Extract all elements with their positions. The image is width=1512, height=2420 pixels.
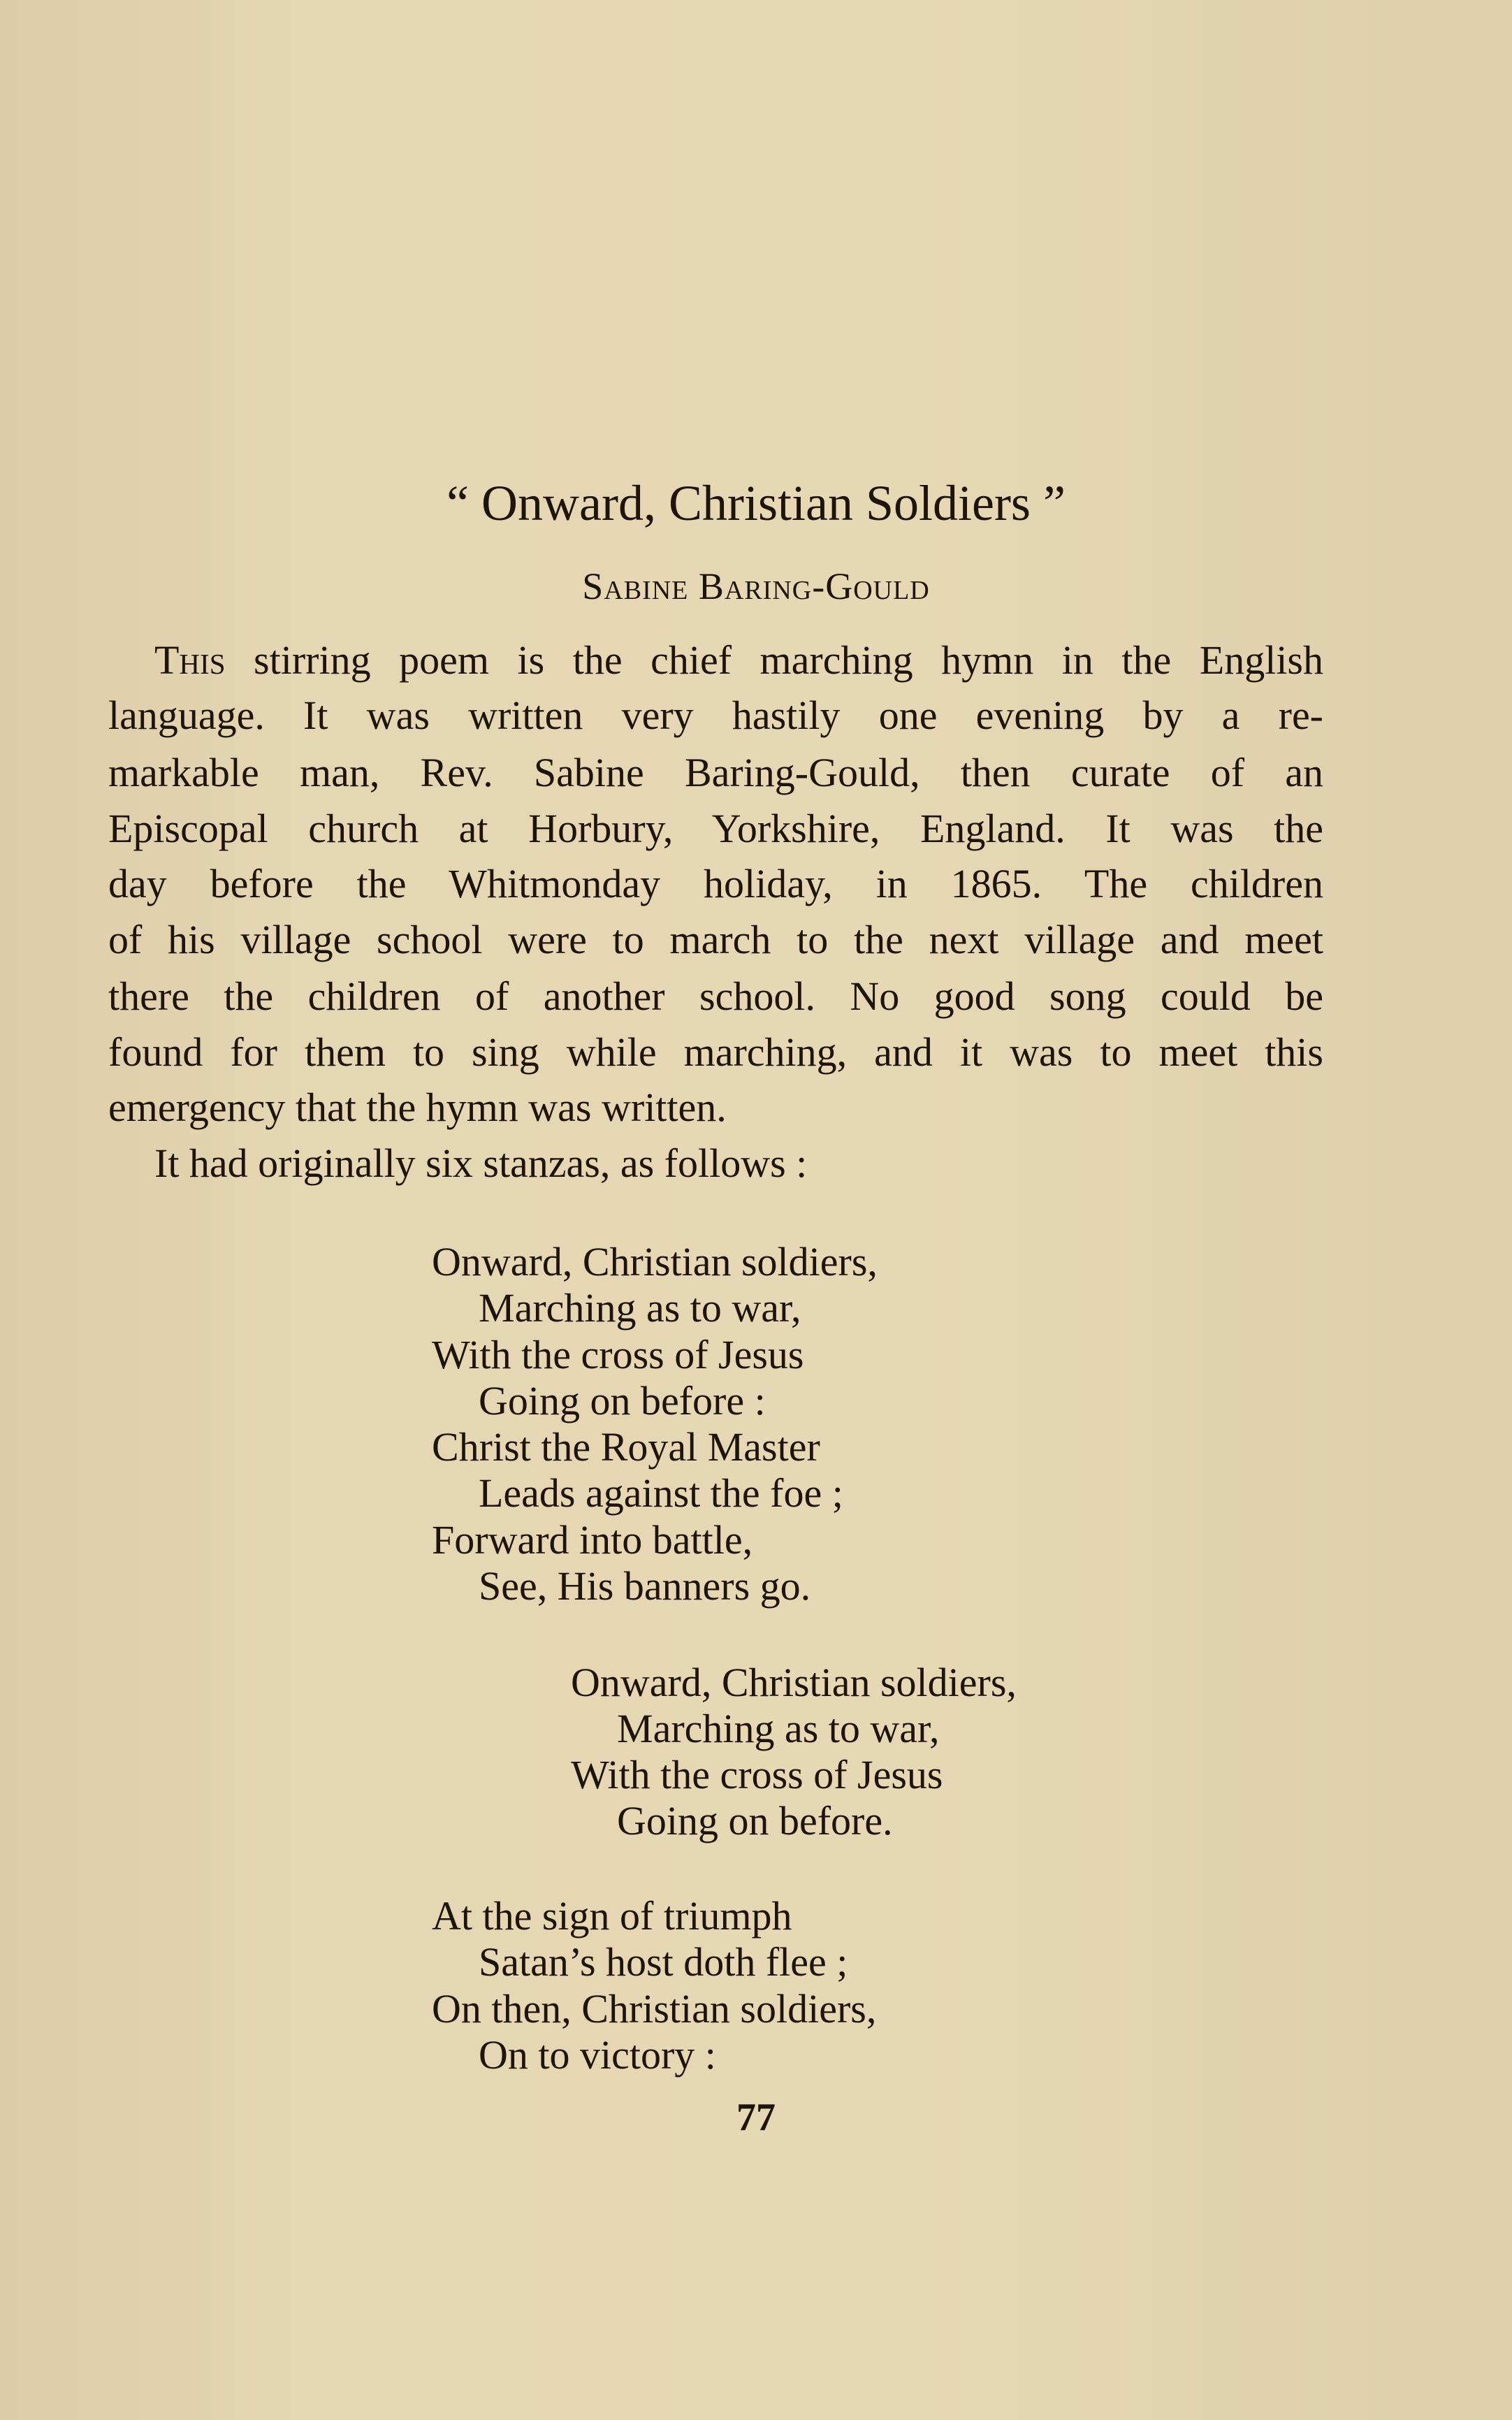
- stanza-2-line: With the cross of Jesus: [571, 1752, 943, 1797]
- stanza-1-line: See, His banners go.: [479, 1563, 811, 1609]
- stanza-3-line: At the sign of triumph: [432, 1893, 792, 1939]
- body-line: there the children of another school. No good song could be: [108, 973, 1323, 1019]
- stanza-3-line: On to victory :: [479, 2032, 716, 2078]
- body-line: emergency that the hymn was written.: [108, 1085, 727, 1130]
- body-line: of his village school were to march to the next village and meet: [108, 917, 1323, 962]
- body-line: It had originally six stanzas, as follows :: [154, 1140, 808, 1186]
- body-line-text: stirring poem is the chief marching hymn in the English: [225, 637, 1323, 683]
- author-name: Sabine Baring-Gould: [582, 565, 930, 607]
- stanza-2-line: Marching as to war,: [617, 1706, 940, 1751]
- stanza-1-line: With the cross of Jesus: [432, 1332, 804, 1377]
- body-line: [108, 632, 1323, 688]
- first-word: This: [154, 637, 226, 683]
- body-line: day before the Whitmonday holiday, in 1865. The children: [108, 861, 1323, 906]
- stanza-1-line: Leads against the foe ;: [479, 1470, 843, 1516]
- stanza-2-line: Onward, Christian soldiers,: [571, 1660, 1017, 1705]
- stanza-2-line: Going on before.: [617, 1798, 893, 1843]
- body-line: Episcopal church at Horbury, Yorkshire, England. It was the: [108, 806, 1323, 851]
- poem-title: “ Onward, Christian Soldiers ”: [446, 475, 1066, 531]
- stanza-3-line: On then, Christian soldiers,: [432, 1986, 877, 2031]
- body-line: found for them to sing while marching, and it was to meet this: [108, 1029, 1323, 1075]
- body-line: markable man, Rev. Sabine Baring-Gould, then curate of an: [108, 750, 1323, 795]
- stanza-1-line: Christ the Royal Master: [432, 1424, 820, 1470]
- stanza-3-line: Satan’s host doth flee ;: [479, 1939, 848, 1985]
- page-number: 77: [736, 2096, 776, 2139]
- stanza-1-line: Forward into battle,: [432, 1517, 753, 1563]
- stanza-1-line: Going on before :: [479, 1378, 766, 1423]
- stanza-1-line: Onward, Christian soldiers,: [432, 1239, 878, 1284]
- stanza-1-line: Marching as to war,: [479, 1285, 801, 1331]
- body-line: language. It was written very hastily one evening by a re-: [108, 693, 1323, 738]
